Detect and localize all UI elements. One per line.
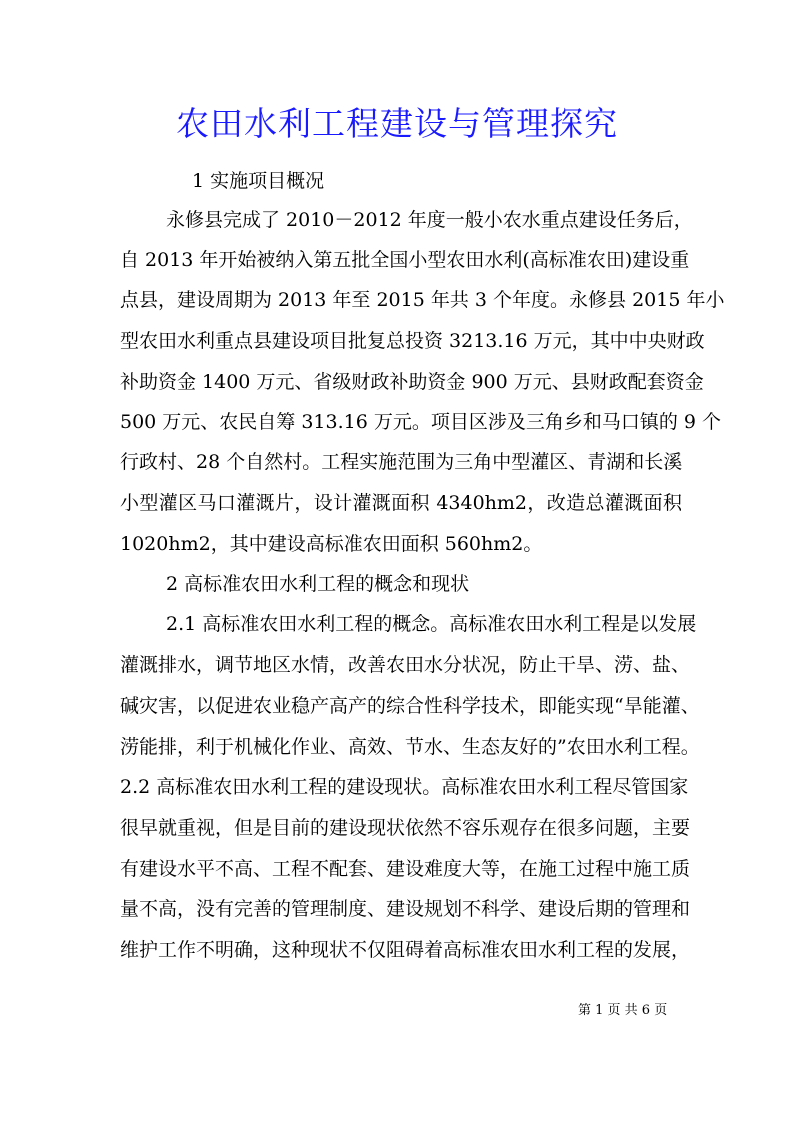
paragraph-line: 点县，建设周期为 2013 年至 2015 年共 3 个年度。永修县 2015 年小 (120, 289, 725, 311)
page-footer: 第 1 页 共 6 页 (578, 1003, 668, 1018)
paragraph-line: 行政村、28 个自然村。工程实施范围为三角中型灌区、青湖和长溪 (120, 451, 683, 473)
paragraph-line: 维护工作不明确，这种现状不仅阻碍着高标准农田水利工程的发展， (120, 939, 691, 961)
paragraph-line: 2.2 高标准农田水利工程的建设现状。高标准农田水利工程尽管国家 (120, 776, 689, 798)
paragraph-line: 很早就重视，但是目前的建设现状依然不容乐观存在很多问题，主要 (120, 817, 691, 839)
section-heading-2: 2 高标准农田水利工程的概念和现状 (166, 573, 470, 595)
paragraph-line: 碱灾害，以促进农业稳产高产的综合性科学技术，即能实现“旱能灌、 (120, 695, 700, 717)
paragraph-line: 2.1 高标准农田水利工程的概念。高标准农田水利工程是以发展 (166, 613, 697, 635)
paragraph-line: 1020hm2，其中建设高标准农田面积 560hm2。 (120, 533, 543, 555)
paragraph-line: 补助资金 1400 万元、省级财政补助资金 900 万元、县财政配套资金 (120, 371, 704, 393)
document-title: 农田水利工程建设与管理探究 (176, 104, 618, 143)
paragraph-line: 型农田水利重点县建设项目批复总投资 3213.16 万元，其中中央财政 (120, 330, 705, 352)
paragraph-line: 自 2013 年开始被纳入第五批全国小型农田水利(高标准农田)建设重 (120, 249, 690, 271)
paragraph-line: 永修县完成了 2010－2012 年度一般小农水重点建设任务后， (166, 209, 693, 231)
paragraph-line: 500 万元、农民自筹 313.16 万元。项目区涉及三角乡和马口镇的 9 个 (120, 411, 722, 433)
paragraph-line: 灌溉排水，调节地区水情，改善农田水分状况，防止干旱、涝、盐、 (120, 654, 691, 676)
paragraph-line: 有建设水平不高、工程不配套、建设难度大等，在施工过程中施工质 (120, 858, 691, 880)
paragraph-line: 量不高，没有完善的管理制度、建设规划不科学、建设后期的管理和 (120, 898, 691, 920)
section-heading-1: 1 实施项目概况 (192, 170, 325, 192)
paragraph-line: 小型灌区马口灌溉片，设计灌溉面积 4340hm2，改造总灌溉面积 (120, 492, 682, 514)
paragraph-line: 涝能排，利于机械化作业、高效、节水、生态友好的”农田水利工程。 (120, 736, 700, 758)
